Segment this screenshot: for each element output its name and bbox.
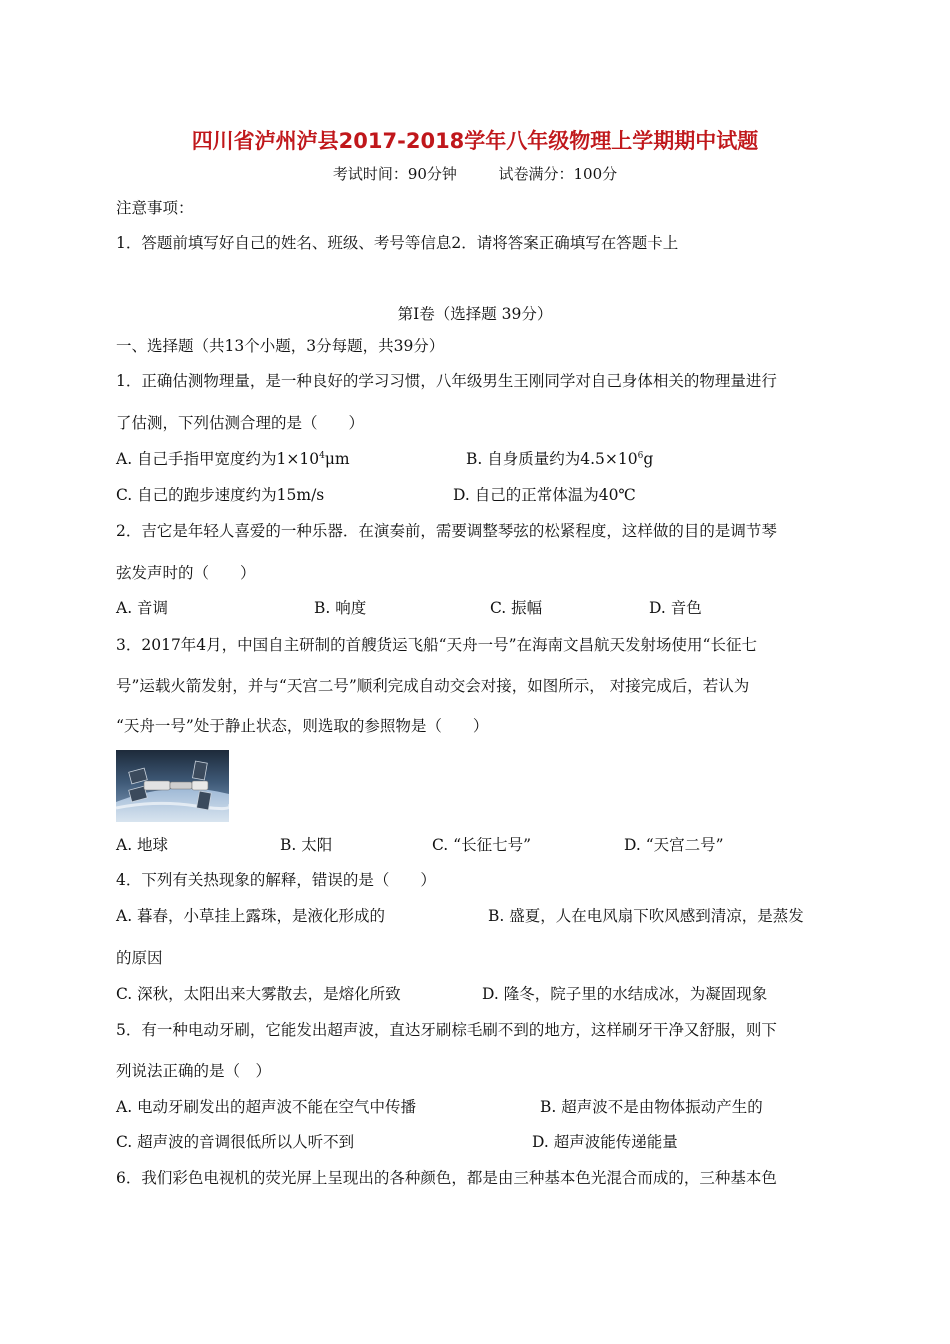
q4-option-b: B. 盛夏，人在电风扇下吹风感到清凉，是蒸发 — [488, 907, 804, 925]
q4-option-b-cont: 的原因 — [116, 949, 163, 967]
notice-items: 1．答题前填写好自己的姓名、班级、考号等信息2．请将答案正确填写在答题卡上 — [116, 234, 679, 252]
q5-option-a: A. 电动牙刷发出的超声波不能在空气中传播 — [116, 1098, 417, 1116]
q4-stem: 4．下列有关热现象的解释，错误的是（ ） — [116, 871, 436, 889]
spacecraft-docking-photo — [116, 750, 229, 822]
q3-stem-line3: “天舟一号”处于静止状态，则选取的参照物是（ ） — [116, 717, 489, 735]
q1-option-a: A. 自己手指甲宽度约为$1\times 10^4\mu m$ — [116, 450, 350, 468]
notice-heading: 注意事项： — [116, 199, 194, 217]
q1-option-d: D. 自己的正常体温为40℃ — [453, 486, 636, 504]
q2-stem-line1: 2．吉它是年轻人喜爱的一种乐器．在演奏前，需要调整琴弦的松紧程度，这样做的目的是调节琴 — [116, 522, 777, 540]
q3-stem-line1: 3．2017年4月，中国自主研制的首艘货运飞船“天舟一号”在海南文昌航天发射场使用“长征七 — [116, 636, 757, 654]
full-score: 试卷满分：100分 — [498, 165, 618, 183]
q1-option-b: B. 自身质量约为$4.5\times 10^6g$ — [466, 450, 654, 468]
q5-stem-line1: 5．有一种电动牙刷，它能发出超声波，直达牙刷棕毛刷不到的地方，这样刷牙干净又舒服，则下 — [116, 1021, 777, 1039]
q5-option-b: B. 超声波不是由物体振动产生的 — [540, 1098, 763, 1116]
q4-option-a: A. 暮春，小草挂上露珠，是液化形成的 — [116, 907, 386, 925]
q3-option-b: B. 太阳 — [280, 836, 333, 854]
q4-option-d: D. 隆冬，院子里的水结成冰，为凝固现象 — [482, 985, 768, 1003]
q4-option-c: C. 深秋，太阳出来大雾散去，是熔化所致 — [116, 985, 401, 1003]
q3-option-d: D. “天宫二号” — [624, 836, 724, 854]
q3-option-c: C. “长征七号” — [432, 836, 532, 854]
q5-option-d: D. 超声波能传递能量 — [532, 1133, 678, 1151]
exam-title: 四川省泸州泸县2017-2018学年八年级物理上学期期中试题 — [191, 129, 759, 153]
q3-stem-line2: 号”运载火箭发射，并与“天宫二号”顺利完成自动交会对接，如图所示， 对接完成后，若认为 — [116, 677, 750, 695]
part1-heading: 第Ⅰ卷（选择题 39分） — [397, 305, 553, 323]
q2-option-c: C. 振幅 — [490, 599, 543, 617]
q2-option-d: D. 音色 — [649, 599, 702, 617]
q2-stem-line2: 弦发声时的（ ） — [116, 564, 256, 582]
q1-option-c: C. 自己的跑步速度约为15m/s — [116, 486, 325, 504]
exam-time: 考试时间：90分钟 — [332, 165, 457, 183]
q2-option-a: A. 音调 — [116, 599, 169, 617]
q6-stem-line1: 6．我们彩色电视机的荧光屏上呈现出的各种颜色，都是由三种基本色光混合而成的，三种基本色 — [116, 1169, 777, 1187]
q1-stem-line1: 1．正确估测物理量，是一种良好的学习习惯，八年级男生王刚同学对自己身体相关的物理量进行 — [116, 372, 777, 390]
exam-meta — [0, 163, 950, 184]
q1-stem-line2: 了估测，下列估测合理的是（ ） — [116, 414, 365, 432]
q3-option-a: A. 地球 — [116, 836, 169, 854]
q5-option-c: C. 超声波的音调很低所以人听不到 — [116, 1133, 355, 1151]
q5-stem-line2: 列说法正确的是（ ） — [116, 1062, 272, 1080]
q2-option-b: B. 响度 — [314, 599, 367, 617]
section1-heading: 一、选择题（共13个小题，3分每题，共39分） — [116, 337, 445, 355]
